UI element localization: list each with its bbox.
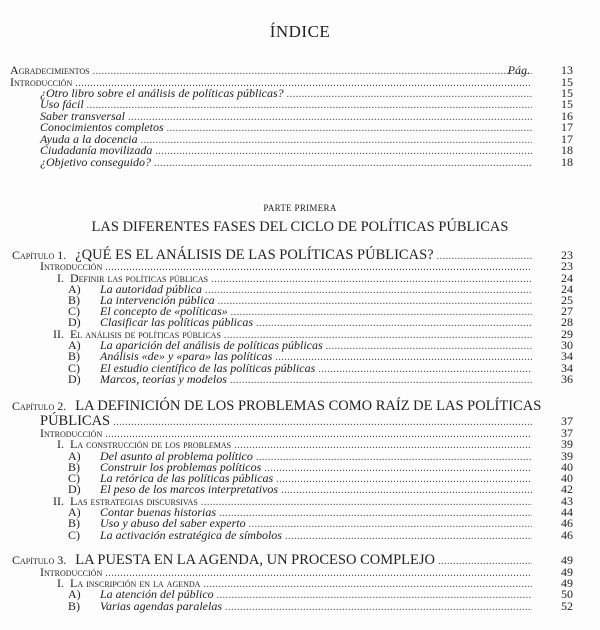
subsection-letter: D) [68, 315, 81, 329]
page-number: 39 [561, 437, 573, 451]
page-number: 40 [561, 460, 573, 474]
page-number: 18 [561, 143, 573, 157]
dot-leader [225, 601, 532, 615]
entry-label: Construir los problemas políticos [100, 460, 262, 474]
page-number: 37 [561, 414, 573, 428]
page-number: 18 [561, 155, 573, 169]
subsection-letter: B) [68, 599, 80, 613]
chapter-title-continued: PÚBLICAS [40, 413, 111, 429]
chapter-title: ¿QUÉ ES EL ANÁLISIS DE LAS POLÍTICAS PÚBLICAS? [75, 247, 434, 263]
page-number: 23 [561, 248, 573, 262]
entry-label: La atención del público [100, 587, 214, 601]
chapter-number: Capítulo 3. [12, 553, 67, 567]
toc-entry [0, 528, 600, 542]
page-number: 49 [561, 565, 573, 579]
page-number: 15 [561, 86, 573, 100]
page-number: 42 [561, 482, 573, 496]
subsection-letter: C) [68, 528, 80, 542]
subsection-letter: A) [68, 505, 81, 519]
page-number: 49 [561, 576, 573, 590]
chapter-number: Capítulo 1. [12, 248, 67, 262]
dot-leader [154, 157, 532, 171]
entry-label: La retórica de las políticas públicas [100, 471, 274, 485]
subsection-letter: A) [68, 449, 81, 463]
subsection-letter: B) [68, 293, 80, 307]
entry-label: La activación estratégica de símbolos [100, 528, 282, 542]
toc-entry-content [40, 155, 536, 171]
part-label: PARTE PRIMERA [263, 203, 337, 213]
subsection-letter: A) [68, 338, 81, 352]
page-number: 43 [561, 494, 573, 508]
entry-label: Análisis «de» y «para» las políticas [100, 349, 273, 363]
entry-label: Introducción [40, 565, 103, 579]
section-number: II. [53, 494, 64, 508]
page-number: 15 [561, 97, 573, 111]
toc-entry [0, 399, 600, 413]
page-number: 46 [561, 528, 573, 542]
section-number: I. [57, 437, 64, 451]
entry-label: Contar buenas historias [100, 505, 217, 519]
subsection-letter: D) [68, 482, 81, 496]
entry-label: La autoridad pública [100, 282, 203, 296]
entry-label: Uso y abuso del saber experto [100, 516, 246, 530]
subsection-letter: B) [68, 460, 80, 474]
dot-leader [285, 530, 532, 544]
subsection-letter: A) [68, 282, 81, 296]
entry-label: Varias agendas paralelas [100, 599, 223, 613]
part-title: LAS DIFERENTES FASES DEL CICLO DE POLÍTICAS PÚBLICAS [91, 219, 509, 235]
page-number: 50 [561, 587, 573, 601]
entry-label: Del asunto al problema político [100, 449, 253, 463]
page-number: 27 [561, 304, 573, 318]
page-number: 36 [561, 372, 573, 386]
entry-label: El análisis de políticas públicas [70, 327, 221, 341]
entry-label: Introducción [10, 75, 73, 89]
subsection-letter: C) [68, 471, 80, 485]
page-number: 34 [561, 361, 573, 375]
subsection-letter: C) [68, 361, 80, 375]
page-number: 24 [561, 271, 573, 285]
page-number: 17 [561, 132, 573, 146]
page-number: 40 [561, 471, 573, 485]
toc-entry-content [68, 372, 536, 388]
chapter-number: Capítulo 2. [12, 399, 67, 413]
page-number: 15 [561, 75, 573, 89]
entry-label: Introducción [40, 426, 103, 440]
section-number: I. [57, 271, 64, 285]
page-title: ÍNDICE [269, 22, 331, 41]
page-number: 46 [561, 516, 573, 530]
page-number: 16 [561, 109, 573, 123]
entry-label: Saber transversal [40, 109, 125, 123]
page-number: 37 [561, 426, 573, 440]
page-number: 28 [561, 315, 573, 329]
subsection-letter: B) [68, 349, 80, 363]
entry-label: El estudio científico de las políticas públicas [100, 361, 316, 375]
entry-label: El peso de los marcos interpretativos [100, 482, 279, 496]
entry-label: La construcción de los problemas [70, 437, 232, 451]
toc-entry [0, 372, 600, 386]
page-number: 17 [561, 120, 573, 134]
entry-label: Definir las políticas públicas [70, 271, 209, 285]
entry-label: Clasificar las políticas públicas [100, 315, 254, 329]
subsection-letter: B) [68, 516, 80, 530]
subsection-letter: A) [68, 587, 81, 601]
page-number: 25 [561, 293, 573, 307]
subsection-letter: D) [68, 372, 81, 386]
page-number: 13 [561, 63, 573, 77]
toc-entry-content [68, 599, 536, 615]
toc-entry [0, 155, 600, 169]
section-number: II. [53, 327, 64, 341]
page-number: 34 [561, 349, 573, 363]
page-number: 29 [561, 327, 573, 341]
toc-entry [0, 599, 600, 613]
subsection-letter: C) [68, 304, 80, 318]
entry-label: La intervención pública [100, 293, 215, 307]
dot-leader [230, 374, 532, 388]
entry-label: La inscripción en la agenda [70, 576, 201, 590]
entry-label: La aparición del análisis de políticas públicas [100, 338, 323, 352]
entry-label: ¿Otro libro sobre el análisis de políticas públicas? [40, 86, 284, 100]
page-number: 39 [561, 449, 573, 463]
entry-label: Ciudadanía movilizada [40, 143, 153, 157]
entry-label: Uso fácil [40, 97, 84, 111]
page-number: 44 [561, 505, 573, 519]
entry-label: El concepto de «políticas» [100, 304, 228, 318]
page-number: 30 [561, 338, 573, 352]
section-number: I. [57, 576, 64, 590]
entry-label: Introducción [40, 259, 103, 273]
toc-entry-content [12, 399, 541, 413]
page-number: 24 [561, 282, 573, 296]
page-number: 49 [561, 553, 573, 567]
entry-label: ¿Objetivo conseguido? [40, 155, 151, 169]
toc-entry-content [68, 528, 536, 544]
page-number: 23 [561, 259, 573, 273]
chapter-title: LA DEFINICIÓN DE LOS PROBLEMAS COMO RAÍZ DE LAS POLÍTICAS [75, 398, 542, 414]
entry-label: Agradecimientos [10, 63, 90, 77]
chapter-title: LA PUESTA EN LA AGENDA, UN PROCESO COMPLEJO [75, 552, 436, 568]
entry-label: Marcos, teorías y modelos [100, 372, 227, 386]
page-column-label: Pág. [507, 63, 530, 77]
entry-label: Ayuda a la docencia [40, 132, 138, 146]
entry-label: Conocimientos completos [40, 120, 164, 134]
page-number: 52 [561, 599, 573, 613]
entry-label: Las estrategias discursivas [70, 494, 198, 508]
